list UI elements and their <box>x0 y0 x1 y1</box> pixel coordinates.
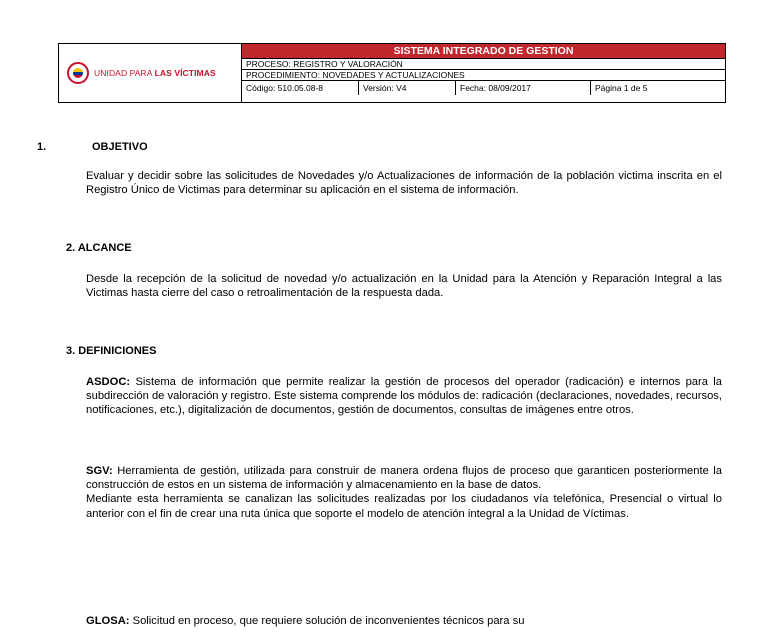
asdoc-text: Sistema de información que permite realizar la gestión de procesos del operador (radicación) e internos para la subdirección de valoración y registro. Este sistema comprende los módulos de: radicación (declaraciones, novedades, recursos, notificaciones, etc.), digitalización de documentos, gestión de documentos, consultas de imágenes entre otros. <box>86 376 722 417</box>
glosa-definition <box>86 614 722 628</box>
sgv-text: Herramienta de gestión, utilizada para construir de manera ordena flujos de proceso que garanticen posteriormente la construcción de estos en un sistema de información y almacenamiento en la base de datos. <box>86 465 722 492</box>
procedimiento-row: PROCEDIMIENTO: NOVEDADES Y ACTUALIZACIONES <box>242 70 725 81</box>
glosa-text: Solicitud en proceso, que requiere solución de inconvenientes técnicos para su <box>129 615 525 627</box>
alcance-text: Desde la recepción de la solicitud de novedad y/o actualización en la Unidad para la Atención y Reparación Integral a las Victimas hasta cierre del caso o retroalimentación de la respuesta dada. <box>86 273 722 300</box>
sgv-definition <box>86 464 722 521</box>
system-title: SISTEMA INTEGRADO DE GESTION <box>242 44 725 59</box>
version: Versión: V4 <box>359 81 456 95</box>
metadata-row <box>242 81 725 95</box>
logo-cell <box>59 44 242 102</box>
section-3-title: 3. DEFINICIONES <box>66 345 157 357</box>
fecha: Fecha: 08/09/2017 <box>456 81 591 95</box>
asdoc-definition <box>86 375 722 418</box>
proceso-row: PROCESO: REGISTRO Y VALORACIÓN <box>242 59 725 70</box>
codigo: Código: 510.05.08-8 <box>242 81 359 95</box>
header-info <box>242 44 725 102</box>
logo-text: UNIDAD PARA LAS VÍCTIMAS <box>94 68 216 78</box>
section-1-number: 1. <box>37 141 47 153</box>
sgv-text-2: Mediante esta herramienta se canalizan las solicitudes realizadas por los ciudadanos vía telefónica, Presencial o virtual lo anterior con el fin de crear una ruta única que soporte el modelo de atención integral a la Unidad de Víctimas. <box>86 493 722 520</box>
unidad-victimas-logo-icon <box>67 62 89 84</box>
section-1-title: OBJETIVO <box>92 141 148 153</box>
objetivo-text: Evaluar y decidir sobre las solicitudes de Novedades y/o Actualizaciones de información de la población victima inscrita en el Registro Único de Victimas para determinar su aplicación en el sistema de información. <box>86 170 722 197</box>
glosa-term: GLOSA: <box>86 615 130 627</box>
sgv-term: SGV: <box>86 465 113 477</box>
pagina: Página 1 de 5 <box>595 83 648 93</box>
section-2-title: 2. ALCANCE <box>66 242 132 254</box>
asdoc-term: ASDOC: <box>86 376 131 388</box>
document-header <box>58 43 726 103</box>
